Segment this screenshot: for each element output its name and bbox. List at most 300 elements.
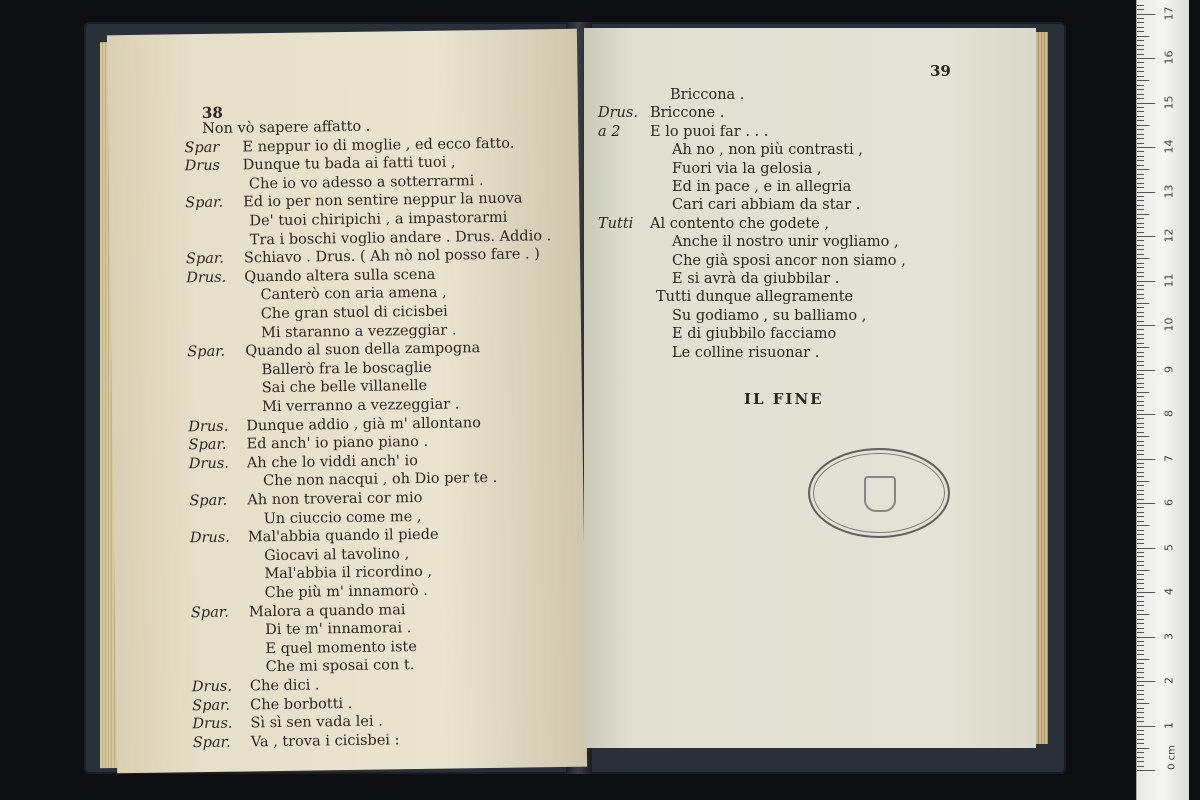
- verse-line: [598, 233, 899, 251]
- verse-line: [184, 118, 370, 139]
- verse-line: [598, 288, 853, 306]
- ruler-number: 4: [1162, 588, 1176, 595]
- ruler-tick: [1137, 436, 1149, 437]
- speaker-label: [188, 374, 246, 375]
- ruler-tick: [1137, 209, 1144, 210]
- ruler-tick: [1137, 610, 1144, 611]
- ruler-tick: [1137, 463, 1144, 464]
- verse-text: Ah no , non più contrasti ,: [672, 142, 863, 159]
- library-stamp: [808, 448, 950, 538]
- ruler-tick: [1137, 383, 1144, 384]
- ruler-tick: [1137, 694, 1144, 695]
- verse-text: Tutti dunque allegramente: [656, 289, 854, 306]
- verse-text: Briccona .: [670, 87, 745, 103]
- verse-text: Le colline risuonar .: [672, 344, 820, 361]
- speaker-label: Drus.: [186, 269, 227, 287]
- ruler-tick: [1137, 80, 1149, 81]
- ruler-tick: [1137, 601, 1144, 602]
- ruler-tick: [1137, 192, 1155, 193]
- verse-line: [598, 104, 724, 122]
- speaker-label: Drus.: [192, 715, 233, 733]
- ruler-tick: [1137, 49, 1144, 50]
- speaker-label: [191, 597, 249, 598]
- ruler-tick: [1137, 214, 1149, 215]
- verse-line: [598, 215, 829, 233]
- verse-text: E lo puoi far . . .: [650, 123, 769, 140]
- ruler-tick: [1137, 223, 1144, 224]
- ruler-tick: [1137, 281, 1155, 282]
- ruler-tick: [1137, 98, 1144, 99]
- ruler-tick: [1137, 347, 1149, 348]
- ruler-number: 2: [1162, 677, 1176, 684]
- speaker-label: [187, 318, 245, 319]
- ruler-tick: [1137, 645, 1144, 646]
- speaker-label: [192, 653, 250, 654]
- ruler-tick: [1137, 726, 1155, 727]
- verse-line: [189, 452, 418, 473]
- ruler-tick: [1137, 583, 1144, 584]
- verse-text: Che già sposi ancor non siamo ,: [672, 252, 906, 269]
- ruler-tick: [1137, 681, 1155, 682]
- ruler-tick: [1137, 619, 1144, 620]
- ruler-tick: [1137, 236, 1155, 237]
- speaker-label: Spar.: [192, 734, 231, 751]
- ruler-number: 8: [1162, 410, 1176, 417]
- ruler-tick: [1137, 579, 1144, 580]
- ruler-tick: [1137, 129, 1144, 130]
- ruler-tick: [1137, 454, 1144, 455]
- ruler-tick: [1137, 441, 1144, 442]
- verse-line: [191, 638, 417, 659]
- verse-line: [184, 134, 514, 157]
- ruler-tick: [1137, 303, 1149, 304]
- ruler-tick: [1137, 677, 1144, 678]
- ruler-tick: [1137, 352, 1144, 353]
- verse-text: Mi verranno a vezzeggiar .: [261, 396, 460, 416]
- ruler-tick: [1137, 89, 1144, 90]
- ruler-tick: [1137, 418, 1144, 419]
- ruler-tick: [1137, 169, 1149, 170]
- verse-line: [192, 695, 352, 715]
- speaker-label: Drus.: [189, 529, 230, 547]
- ruler-tick: [1137, 329, 1144, 330]
- ruler-tick: [1137, 530, 1144, 531]
- ruler-tick: [1137, 699, 1144, 700]
- ruler-tick: [1137, 205, 1144, 206]
- ruler-tick: [1137, 659, 1149, 660]
- speaker-label: [187, 337, 245, 338]
- ruler-tick: [1137, 752, 1144, 753]
- verse-text: Briccone .: [650, 105, 725, 122]
- verse-line: [192, 656, 415, 677]
- ruler-tick: [1137, 27, 1144, 28]
- verse-line: [598, 252, 906, 270]
- ruler-tick: [1137, 9, 1144, 10]
- ruler-tick: [1137, 734, 1144, 735]
- verse-line: [598, 196, 860, 214]
- ruler-tick: [1137, 605, 1144, 606]
- ruler-number: 1: [1162, 721, 1176, 729]
- speaker-label: Spar.: [192, 697, 231, 714]
- ruler-tick: [1137, 561, 1144, 562]
- verse-line: [190, 545, 409, 566]
- speaker-label: [192, 672, 250, 673]
- verse-line: [598, 325, 836, 343]
- ruler-tick: [1137, 392, 1149, 393]
- ruler-tick: [1137, 338, 1144, 339]
- ruler-tick: [1137, 94, 1144, 95]
- ruler-tick: [1137, 503, 1155, 504]
- ruler-tick: [1137, 565, 1144, 566]
- verse-line: [192, 713, 383, 734]
- ruler-tick: [1137, 245, 1144, 246]
- ruler-number: 16: [1162, 50, 1176, 65]
- verse-text: Quando al suon della zampogna: [245, 340, 481, 360]
- ruler-tick: [1137, 672, 1144, 673]
- speaker-label: Drus.: [188, 418, 229, 435]
- ruler-tick: [1137, 410, 1144, 411]
- ruler-tick: [1137, 570, 1149, 571]
- ruler-number: 5: [1162, 543, 1176, 551]
- ruler-tick: [1137, 125, 1149, 126]
- verse-line: [191, 619, 411, 640]
- ruler-tick: [1137, 628, 1144, 629]
- ruler-tick: [1137, 427, 1144, 428]
- speaker-label: [187, 300, 245, 301]
- ruler-tick: [1137, 276, 1144, 277]
- ruler-tick: [1137, 423, 1144, 424]
- ruler-unit: 0 cm: [1166, 745, 1178, 770]
- ruler-tick: [1137, 387, 1144, 388]
- ruler-tick: [1137, 160, 1144, 161]
- speaker-label: Tutti: [598, 215, 634, 232]
- verse-text: Ed in pace , e in allegria: [672, 179, 852, 195]
- verse-text: Tra i boschi voglio andare . Drus. Addio .: [249, 227, 552, 248]
- ruler-tick: [1137, 459, 1155, 460]
- ruler-tick: [1137, 111, 1144, 112]
- verse-line: [191, 601, 406, 622]
- ruler-tick: [1137, 481, 1149, 482]
- verse-line: [598, 86, 744, 104]
- speaker-label: [185, 188, 243, 189]
- verse-text: Malora a quando mai: [248, 601, 406, 620]
- ruler-number: 13: [1162, 184, 1176, 198]
- verse-text: Che più m' innamorò .: [264, 582, 428, 602]
- verse-text: E neppur io di moglie , ed ecco fatto.: [242, 135, 515, 156]
- ruler-tick: [1137, 200, 1144, 201]
- ruler-tick: [1137, 232, 1144, 233]
- ruler-tick: [1137, 365, 1144, 366]
- speaker-label: Spar.: [185, 250, 224, 268]
- ruler-tick: [1137, 18, 1144, 19]
- ruler-tick: [1137, 289, 1144, 290]
- ruler-tick: [1137, 174, 1144, 175]
- verse-line: [186, 245, 540, 268]
- ruler-tick: [1137, 663, 1144, 664]
- verse-text: Ballerò fra le boscaglie: [261, 359, 432, 378]
- verse-line: [189, 489, 422, 510]
- ruler-tick: [1137, 361, 1144, 362]
- ruler-number: 15: [1162, 95, 1176, 109]
- ruler-tick: [1137, 703, 1149, 704]
- ruler-number: 10: [1162, 317, 1176, 332]
- ruler-tick: [1137, 14, 1155, 15]
- verse-text: Sai che belle villanelle: [261, 378, 428, 397]
- verse-text: Giocavi al tavolino ,: [264, 545, 410, 564]
- verse-line: [598, 270, 839, 288]
- ruler-tick: [1137, 143, 1144, 144]
- ruler-tick: [1137, 748, 1149, 749]
- ruler-tick: [1137, 396, 1144, 397]
- ruler-tick: [1137, 588, 1144, 589]
- ruler-tick: [1137, 467, 1144, 468]
- verse-text: Che non nacqui , oh Dio per te .: [263, 470, 498, 490]
- verse-text: Mal'abbia quando il piede: [247, 526, 439, 546]
- ruler-tick: [1137, 525, 1149, 526]
- verse-text: Che borbotti .: [250, 695, 353, 713]
- ruler-tick: [1137, 685, 1144, 686]
- ruler-tick: [1137, 356, 1144, 357]
- verse-line: [598, 344, 819, 362]
- ruler-tick: [1137, 151, 1144, 152]
- ruler-tick: [1137, 103, 1155, 104]
- speaker-label: [190, 560, 248, 561]
- ruler-tick: [1137, 743, 1144, 744]
- speaker-label: Spar.: [185, 195, 224, 212]
- ruler-tick: [1137, 196, 1144, 197]
- verse-text: E di giubbilo facciamo: [672, 326, 837, 343]
- speaker-label: [188, 393, 246, 394]
- verse-text: Schiavo . Drus. ( Ah nò nol posso fare . ): [243, 246, 540, 267]
- ruler-tick: [1137, 552, 1144, 553]
- ruler-tick: [1137, 249, 1144, 250]
- ruler-tick: [1137, 370, 1155, 371]
- verse-text: Cari cari abbiam da star .: [672, 197, 861, 214]
- speaker-label: Spar: [184, 139, 220, 156]
- ruler-tick: [1137, 445, 1144, 446]
- ruler-tick: [1137, 183, 1144, 184]
- ruler-tick: [1137, 543, 1144, 544]
- ruler-tick: [1137, 240, 1144, 241]
- ruler-tick: [1137, 494, 1144, 495]
- verse-line: [189, 469, 497, 491]
- verse-text: Quando altera sulla scena: [244, 266, 436, 286]
- ruler-tick: [1137, 632, 1144, 633]
- ruler-number: 14: [1162, 139, 1176, 154]
- ruler-tick: [1137, 521, 1144, 522]
- ruler-tick: [1137, 730, 1144, 731]
- ruler-tick: [1137, 254, 1144, 255]
- ruler-tick: [1137, 490, 1144, 491]
- verse-text: Sì sì sen vada lei .: [250, 713, 383, 732]
- verse-text: Che dici .: [249, 677, 320, 695]
- ruler-tick: [1137, 717, 1144, 718]
- ruler-tick: [1137, 76, 1144, 77]
- speaker-label: Drus: [184, 157, 221, 175]
- speaker-label: [190, 579, 248, 580]
- left-page-number: 38: [201, 103, 223, 122]
- ruler-tick: [1137, 374, 1144, 375]
- verse-text: Di te m' innamorai .: [265, 620, 412, 639]
- ruler-tick: [1137, 298, 1144, 299]
- ruler-tick: [1137, 316, 1144, 317]
- verse-text: Mal'abbia il ricordino ,: [264, 564, 433, 583]
- ruler-tick: [1137, 499, 1144, 500]
- ruler-tick: [1137, 450, 1144, 451]
- ruler-tick: [1137, 5, 1144, 6]
- ruler-tick: [1137, 623, 1144, 624]
- verse-text: De' tuoi chiripichi , a impastorarmi: [249, 209, 508, 230]
- verse-line: [598, 160, 821, 178]
- verse-text: Che mi sposai con t.: [265, 657, 415, 676]
- ruler-tick: [1137, 120, 1144, 121]
- ruler-number: 6: [1162, 499, 1176, 506]
- ruler-tick: [1137, 668, 1144, 669]
- verse-text: Anche il nostro unir vogliamo ,: [672, 234, 899, 251]
- verse-text: Ah che lo viddi anch' io: [246, 452, 419, 472]
- ruler-tick: [1137, 294, 1144, 295]
- ruler-tick: [1137, 654, 1144, 655]
- ruler-tick: [1137, 405, 1144, 406]
- ruler-tick: [1137, 116, 1144, 117]
- ruler-tick: [1137, 378, 1144, 379]
- ruler-tick: [1137, 614, 1149, 615]
- verse-line: [598, 123, 768, 141]
- verse-text: Mi staranno a vezzeggiar .: [260, 322, 457, 341]
- verse-line: [188, 414, 481, 436]
- verse-text: Ed io per non sentire neppur la nuova: [243, 190, 523, 211]
- ruler-tick: [1137, 485, 1144, 486]
- ruler-tick: [1137, 592, 1155, 593]
- speaker-label: [188, 411, 246, 412]
- ruler-number: 11: [1162, 273, 1176, 287]
- ruler-tick: [1137, 107, 1144, 108]
- ruler-tick: [1137, 321, 1144, 322]
- left-page: [107, 29, 587, 773]
- ruler-tick: [1137, 134, 1144, 135]
- ruler-tick: [1137, 312, 1144, 313]
- ruler-tick: [1137, 54, 1144, 55]
- right-page: [584, 28, 1036, 748]
- ruler-tick: [1137, 516, 1144, 517]
- ruler-tick: [1137, 739, 1144, 740]
- ruler-tick: [1137, 690, 1144, 691]
- verse-text: Su godiamo , su balliamo ,: [672, 307, 867, 324]
- speaker-label: Spar.: [188, 436, 227, 454]
- verse-text: Ah non troverai cor mio: [247, 489, 423, 509]
- ruler-tick: [1137, 45, 1144, 46]
- ruler-tick: [1137, 178, 1144, 179]
- ruler-tick: [1137, 156, 1144, 157]
- ruler-number: 12: [1162, 228, 1176, 243]
- ruler-tick: [1137, 67, 1144, 68]
- ruler-tick: [1137, 71, 1144, 72]
- ruler-tick: [1137, 650, 1144, 651]
- speaker-label: Drus.: [188, 455, 229, 473]
- verse-text: Che gran stuol di cicisbei: [260, 303, 448, 323]
- speaker-label: [190, 523, 248, 524]
- ruler-tick: [1137, 334, 1144, 335]
- verse-text: Va , trova i cicisbei :: [250, 732, 400, 751]
- verse-line: [598, 178, 851, 196]
- verse-text: Al contento che godete ,: [650, 215, 829, 232]
- speaker-label: [191, 635, 249, 636]
- ruler-tick: [1137, 539, 1144, 540]
- ruler-tick: [1137, 708, 1144, 709]
- verse-line: [187, 339, 480, 361]
- speaker-label: Spar.: [190, 604, 229, 621]
- ruler-tick: [1137, 40, 1144, 41]
- verse-line: [192, 676, 320, 696]
- ruler-tick: [1137, 512, 1144, 513]
- speaker-label: Spar.: [189, 492, 228, 510]
- verse-line: [190, 508, 422, 529]
- verse-line: [598, 307, 866, 325]
- ruler-tick: [1137, 272, 1144, 273]
- verse-text: E quel momento iste: [265, 638, 418, 657]
- ruler-tick: [1137, 757, 1144, 758]
- ruler-tick: [1137, 187, 1144, 188]
- ruler-tick: [1137, 507, 1144, 508]
- ruler-tick: [1137, 414, 1155, 415]
- verse-text: Canterò con aria amena ,: [260, 284, 447, 304]
- verse-text: Fuori via la gelosia ,: [672, 160, 822, 177]
- verse-text: Non vò sapere affatto .: [202, 118, 371, 137]
- ruler-tick: [1137, 637, 1155, 638]
- speaker-label: Spar.: [187, 343, 226, 361]
- speaker-label: [186, 244, 244, 245]
- ruler-tick: [1137, 343, 1144, 344]
- verse-text: Che io vo adesso a sotterrarmi .: [248, 172, 484, 193]
- speaker-label: Drus.: [598, 105, 638, 122]
- ruler-tick: [1137, 472, 1144, 473]
- verse-line: [193, 731, 400, 752]
- speaker-label: [189, 486, 247, 487]
- ruler-number: 9: [1162, 365, 1176, 373]
- ruler-tick: [1137, 307, 1144, 308]
- ruler-number: 17: [1162, 6, 1176, 20]
- ruler-tick: [1137, 770, 1155, 771]
- ruler-tick: [1137, 147, 1155, 148]
- ruler-tick: [1137, 476, 1144, 477]
- ruler-tick: [1137, 534, 1144, 535]
- ruler-tick: [1137, 263, 1144, 264]
- ruler-tick: [1137, 325, 1155, 326]
- ruler-tick: [1137, 574, 1144, 575]
- ruler-tick: [1137, 138, 1144, 139]
- right-page-number: 39: [930, 62, 951, 80]
- ruler-tick: [1137, 258, 1149, 259]
- ruler-tick: [1137, 58, 1155, 59]
- speaker-label: Drus.: [191, 678, 233, 696]
- speaker-label: a 2: [598, 123, 621, 140]
- verse-text: Dunque tu bada ai fatti tuoi ,: [242, 154, 456, 174]
- measurement-ruler: [1136, 0, 1189, 800]
- ruler-tick: [1137, 761, 1144, 762]
- ruler-number: 3: [1162, 632, 1176, 640]
- verse-text: Ed anch' io piano piano .: [246, 434, 429, 453]
- ruler-tick: [1137, 556, 1144, 557]
- ruler-tick: [1137, 85, 1144, 86]
- ruler-tick: [1137, 596, 1144, 597]
- ruler-tick: [1137, 721, 1144, 722]
- ruler-tick: [1137, 641, 1144, 642]
- ruler-tick: [1137, 36, 1149, 37]
- verse-text: Dunque addio , già m' allontano: [246, 414, 482, 435]
- ruler-tick: [1137, 267, 1144, 268]
- ruler-tick: [1137, 712, 1144, 713]
- ruler-tick: [1137, 31, 1144, 32]
